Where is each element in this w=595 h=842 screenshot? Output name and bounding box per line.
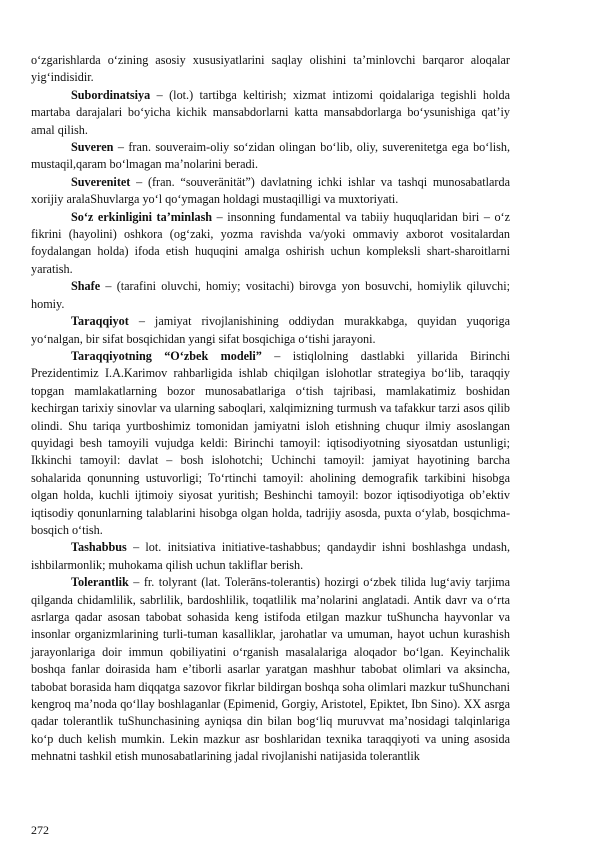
- glossary-term: Suverenitet: [71, 174, 131, 189]
- continued-paragraph: [31, 52, 510, 87]
- glossary-entry-subordinatsiya: [31, 87, 510, 139]
- glossary-term: Subordinatsiya: [71, 87, 151, 102]
- glossary-term: Taraqqiyot: [71, 314, 129, 329]
- glossary-term: Tolerantlik: [71, 575, 129, 590]
- glossary-definition: – insonning fundamental va tabiiy huquqlaridan biri – o‘z fikrini (hayolini) oshkora (og‘zaki, yozma ravishda va/yoki ommaviy axborot vositalardan foydalangan holda) ifoda etish huquqini amalga oshirish uchun kompleksli shart-sharoitlarni yaratish.: [31, 209, 511, 276]
- glossary-definition: – fr. tolyrant (lat. Tolerāns-tolerantis) hozirgi o‘zbek tilida lug‘aviy tarjima qilganda chidamlilik, sabrlilik, bardoshlilik, toqatlilik ma’nolarini anglatadi. Antik davr va o‘rta asrlarga qadar asosan tabobat sohasida keng istifoda etilgan mazkur tuShuncha hayvonlar va insonlar organizmlarining turli-tuman kasalliklar, jarohatlar va umuman, hayot uchun kurashish jarayonlariga doir immun qobiliyatini o‘rganish masalalariga aloqador bo‘lgan. Keyinchalik boshqa fanlar doirasida ham e’tiborli asarlar yaratgan mashhur tabobat olimlari va aksincha, tabobat borasida ham diqqatga sazovor fikrlar bildirgan boshqa soha olimlari mazkur tuShunchani kengroq ma’noda qo‘llay boshlaganlar (Epimenid, Gorgiy, Aristotel, Epiktet, Ibn Sino). XX asrga qadar tolerantlik tuShunchasining ayniqsa din bilan bog‘liq muruvvat ma’nosidagi talqinlariga ko‘p duch kelish mumkin. Lekin mazkur asr boshlaridan texnika taraqqiyoti va uning asosida mehnatni tashkil etish munosabatlarining jadal rivojlanishi natijasida tolerantlik: [31, 575, 510, 764]
- glossary-entry-tolerantlik: [31, 574, 510, 765]
- glossary-term: Tashabbus: [71, 540, 127, 555]
- glossary-entry-ozbek-modeli: [31, 348, 510, 539]
- glossary-term: Suveren: [71, 140, 114, 155]
- glossary-entry-shafe: [31, 278, 510, 313]
- paragraph-text: o‘zgarishlarda o‘zining asosiy xususiyatlarini saqlay olishini ta’minlovchi barqaror aloqalar yig‘indisidir.: [31, 53, 510, 85]
- glossary-definition: – (tarafini oluvchi, homiy; vositachi) birovga yon bosuvchi, homiylik qiluvchi; homiy.: [31, 279, 510, 311]
- glossary-definition: – (fran. “souveränität”) davlatning ichki ishlar va tashqi munosabatlarda xorijiy aralaShuvlarga yo‘l qo‘ymagan holdagi mustaqilligi va muxtoriyati.: [31, 174, 510, 207]
- glossary-term: Taraqqiyotning “O‘zbek modeli”: [71, 348, 262, 363]
- glossary-definition: – (lot.) tartibga keltirish; xizmat intizomi qoidalariga tegishli holda martaba darajalari bo‘yicha kichik mansabdorlarni katta mansabdorlarga bo‘ysunishiga qat’iy amal qilish.: [31, 87, 510, 137]
- glossary-definition: – jamiyat rivojlanishining oddiydan murakkabga, quyidan yuqoriga yo‘nalgan, bir sifat bosqichidan yangi sifat bosqichiga o‘tishi jarayoni.: [31, 314, 510, 346]
- glossary-entry-suveren: [31, 139, 510, 174]
- glossary-definition: – fran. souveraim-oliy so‘zidan olingan bo‘lib, oliy, suverenitetga ega bo‘lish, mustaqil,qaram bo‘lmagan ma’nolarini beradi.: [31, 140, 510, 172]
- glossary-entry-suverenitet: [31, 174, 510, 209]
- page-number: 272: [31, 823, 49, 837]
- glossary-entry-taraqqiyot: [31, 313, 510, 348]
- glossary-entry-soz-erkinligi: [31, 209, 510, 279]
- glossary-definition: – istiqlolning dastlabki yillarida Birinchi Prezidentimiz I.A.Karimov rahbarligida ishlab chiqilgan islohotlar strategiya bo‘lib, taraqqiy topgan mamlakatlarning bozor munosabatlariga o‘tish tajribasi, mamlakatimiz boshidan kechirgan tarixiy sinovlar va ularning saboqlari, xalqimizning turmush va tafakkur tarzi asos qilib olindi. Shu tariqa yurtboshimiz tomonidan jamiyatni isloh etishning chuqur ilmiy asoslangan quyidagi besh tamoyili vujudga keldi: Birinchi tamoyil: iqtisodiyotning siyosatdan ustunligi; Ikkinchi tamoyil: davlat – bosh islohotchi; Uchinchi tamoyil: jamiyat hayotining barcha sohalarida qonunning ustuvorligi; To‘rtinchi tamoyil: aholining demografik tarkibini hisobga olgan holda, kuchli ijtimoiy siyosat yuritish; Beshinchi tamoyil: bozor iqtisodiyotiga ob’ektiv iqtisodiy qonunlarning talablarini hisobga olgan holda, tadrijiy asosda, puxta o‘ylab, bosqichma-bosqich o‘tish.: [31, 348, 510, 537]
- glossary-entry-tashabbus: [31, 539, 510, 574]
- glossary-definition: – lot. initsiativa initiative-tashabbus; qandaydir ishni boshlashga undash, ishbilarmonlik; muhokama qilish uchun takliflar berish.: [31, 540, 510, 572]
- page-body: [31, 52, 510, 766]
- glossary-term: Shafe: [71, 279, 101, 294]
- glossary-term: So‘z erkinligini ta’minlash: [71, 209, 213, 224]
